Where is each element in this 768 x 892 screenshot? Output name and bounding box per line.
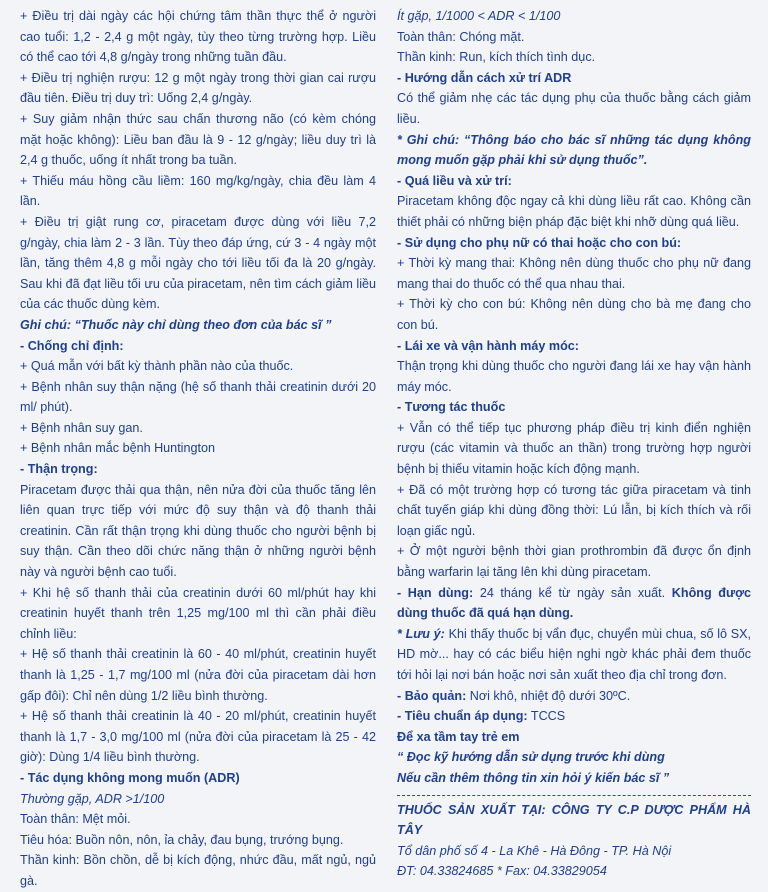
shelf-life-warning: Không được dùng thuốc đã quá hạn dùng. xyxy=(397,585,752,621)
children-warning: Để xa tầm tay trẻ em xyxy=(397,729,520,744)
interaction-item: + Đã có một trường hợp có tương tác giữa piracetam và tinh chất tuyến giáp khi dùng đồng thời: Lú lẫn, bị kích thích và rối loạn giấc ngủ. xyxy=(397,482,751,538)
overdose-text: Piracetam không độc ngay cả khi dùng liều rất cao. Không cần thiết phải có những biện pháp đặc biệt khi nhỡ dùng quá liều. xyxy=(397,194,751,229)
storage xyxy=(397,686,751,707)
contraindication-item: + Quá mẫn với bất kỳ thành phần nào của thuốc. xyxy=(20,359,294,374)
dosage-item: + Suy giảm nhận thức sau chấn thương não (có kèm chóng mặt hoặc không): Liều ban đầu là 9 - 12 g/ngày; liều duy trì là 2,4 g thuốc, uống ít nhất trong ba tuần. xyxy=(20,111,376,168)
manufacturer-phone: ĐT: 04.33824685 * Fax: 04.33829054 xyxy=(397,864,607,879)
interaction-item: + Vẫn có thể tiếp tục phương pháp điều trị kinh điển nghiện rượu (các vitamin và thuốc an thần) trong trường hợp người bệnh bị thiếu vitamin hoặc kích động mạnh. xyxy=(397,420,751,477)
adr-guide-text: Có thể giảm nhẹ các tác dụng phụ của thuốc bằng cách giảm liều. xyxy=(397,91,751,126)
caution-label: * Lưu ý: xyxy=(397,626,445,641)
driving-text: Thận trọng khi dùng thuốc cho người đang lái xe hay vận hành máy móc. xyxy=(397,359,751,394)
overdose-heading: - Quá liều và xử trí: xyxy=(397,173,512,188)
contraindication-item: + Bệnh nhân suy thận nặng (hệ số thanh thải creatinin dưới 20 ml/ phút). xyxy=(20,379,376,415)
right-column xyxy=(397,6,751,882)
ask-doctor-note: Nếu cần thêm thông tin xin hỏi ý kiến bác sĩ ” xyxy=(397,770,670,785)
left-column xyxy=(20,6,376,892)
storage-label: - Bảo quản: xyxy=(397,688,467,703)
precautions-heading: - Thận trọng: xyxy=(20,462,98,477)
shelf-life xyxy=(397,583,751,624)
dosage-item: + Điều trị nghiện rượu: 12 g một ngày trong thời gian cai rượu đầu tiên. Điều trị duy trì: Uống 2,4 g/ngày. xyxy=(20,70,376,106)
adr-common-item: Thần kinh: Bồn chồn, dễ bị kích động, nhức đầu, mất ngủ, ngủ gà. xyxy=(20,853,376,888)
precaution-item: + Hệ số thanh thải creatinin là 40 - 20 ml/phút, creatinin huyết thanh là 1,7 - 3,0 mg/100 ml (nửa đời của piracetam là 25 - 42 giờ): Dùng 1/4 liều bình thường. xyxy=(20,709,376,765)
adr-common-item: Tiêu hóa: Buồn nôn, nôn, ỉa chảy, đau bụng, trướng bụng. xyxy=(20,832,344,847)
dosage-item: + Điều trị dài ngày các hội chứng tâm thần thực thể ở người cao tuổi: 1,2 - 2,4 g một ngày, tùy theo từng trường hợp. Liều có thể cao tới 4,8 g/ngày trong những tuần đầu. xyxy=(20,9,376,65)
prescription-note: Ghi chú: “Thuốc này chỉ dùng theo đơn của bác sĩ ” xyxy=(20,317,332,332)
standard-label: - Tiêu chuẩn áp dụng: xyxy=(397,709,528,724)
adr-report-note: * Ghi chú: “Thông báo cho bác sĩ những tác dụng không mong muốn gặp phải khi sử dụng thuốc”. xyxy=(397,132,751,168)
adr-common-item: Toàn thân: Mệt mỏi. xyxy=(20,812,131,827)
manufacturer-name: THUỐC SẢN XUẤT TẠI: CÔNG TY C.P DƯỢC PHẨM HÀ TÂY xyxy=(397,802,751,838)
interactions-heading: - Tương tác thuốc xyxy=(397,400,506,415)
dosage-item: + Thiếu máu hồng cầu liềm: 160 mg/kg/ngày, chia đều làm 4 lần. xyxy=(20,173,376,209)
adr-rare-item: Thần kinh: Run, kích thích tình dục. xyxy=(397,50,596,65)
driving-heading: - Lái xe và vận hành máy móc: xyxy=(397,338,579,353)
precaution-item: + Hệ số thanh thải creatinin là 60 - 40 ml/phút, creatinin huyết thanh là 1,25 - 1,7 mg/100 ml (nửa đời của piracetam dài hơn gấp đôi): Chỉ nên dùng 1/2 liều bình thường. xyxy=(20,647,376,703)
interaction-item: + Ở một người bệnh thời gian prothrombin đã được ổn định bằng warfarin lại tăng lên khi dùng piracetam. xyxy=(397,544,751,580)
read-guide-note: “ Đọc kỹ hướng dẫn sử dụng trước khi dùng xyxy=(397,750,665,765)
shelf-life-text: 24 tháng kể từ ngày sản xuất. xyxy=(479,585,666,600)
storage-text: Nơi khô, nhiệt độ dưới 30ºC. xyxy=(469,688,631,703)
contraindication-item: + Bệnh nhân suy gan. xyxy=(20,420,143,435)
adr-rare-label: Ít gặp, 1/1000 < ADR < 1/100 xyxy=(397,9,561,23)
contraindications-heading: - Chống chỉ định: xyxy=(20,338,124,353)
adr-heading: - Tác dụng không mong muốn (ADR) xyxy=(20,770,240,785)
contraindication-item: + Bệnh nhân mắc bệnh Huntington xyxy=(20,441,216,456)
caution-text: Khi thấy thuốc bị vẩn đục, chuyển mùi chua, số lô SX, HD mờ... hay có các biểu hiện nghi ngờ khác phải đem thuốc tới hỏi lại nơi bán hoặc nơi sản xuất theo địa chỉ trong đơn. xyxy=(397,626,751,682)
pregnancy-item: + Thời kỳ mang thai: Không nên dùng thuốc cho phụ nữ đang mang thai do thuốc có thể qua nhau thai. xyxy=(397,256,751,291)
pregnancy-item: + Thời kỳ cho con bú: Không nên dùng cho bà mẹ đang cho con bú. xyxy=(397,297,751,332)
dosage-item: + Điều trị giật rung cơ, piracetam được dùng với liều 7,2 g/ngày, chia làm 2 - 3 lần. Tùy theo đáp ứng, cứ 3 - 4 ngày một lần, tăng thêm 4,8 g mỗi ngày cho tới liều tối đa là 20 g/ngày. Sau khi đã đạt liều tối ưu của piracetam, nên tìm cách giảm liều của các thuốc dùng kèm. xyxy=(20,214,376,312)
precaution-item: + Khi hệ số thanh thải của creatinin dưới 60 ml/phút hay khi creatinin huyết thanh trên 1,25 mg/100 ml thì cần phải điều chỉnh liều: xyxy=(20,585,376,641)
adr-guide-heading: - Hướng dẫn cách xử trí ADR xyxy=(397,70,572,85)
standard xyxy=(397,706,751,727)
pregnancy-heading: - Sử dụng cho phụ nữ có thai hoặc cho con bú: xyxy=(397,235,682,250)
manufacturer-footer xyxy=(397,795,751,882)
standard-text: TCCS xyxy=(530,709,566,724)
adr-rare-item: Toàn thân: Chóng mặt. xyxy=(397,29,525,44)
adr-common-label: Thường gặp, ADR >1/100 xyxy=(20,791,165,806)
shelf-life-label: - Hạn dùng: xyxy=(397,585,474,600)
storage-caution xyxy=(397,624,751,686)
manufacturer-address: Tổ dân phố số 4 - La Khê - Hà Đông - TP. Hà Nội xyxy=(397,843,672,858)
precaution-item: Piracetam được thải qua thận, nên nửa đời của thuốc tăng lên liên quan trực tiếp với mức độ suy thận và độ thanh thải creatinin. Cần rất thận trọng khi dùng thuốc cho người bệnh bị suy thận. Cần theo dõi chức năng thận ở những người bệnh này và người bệnh cao tuổi. xyxy=(20,482,376,580)
